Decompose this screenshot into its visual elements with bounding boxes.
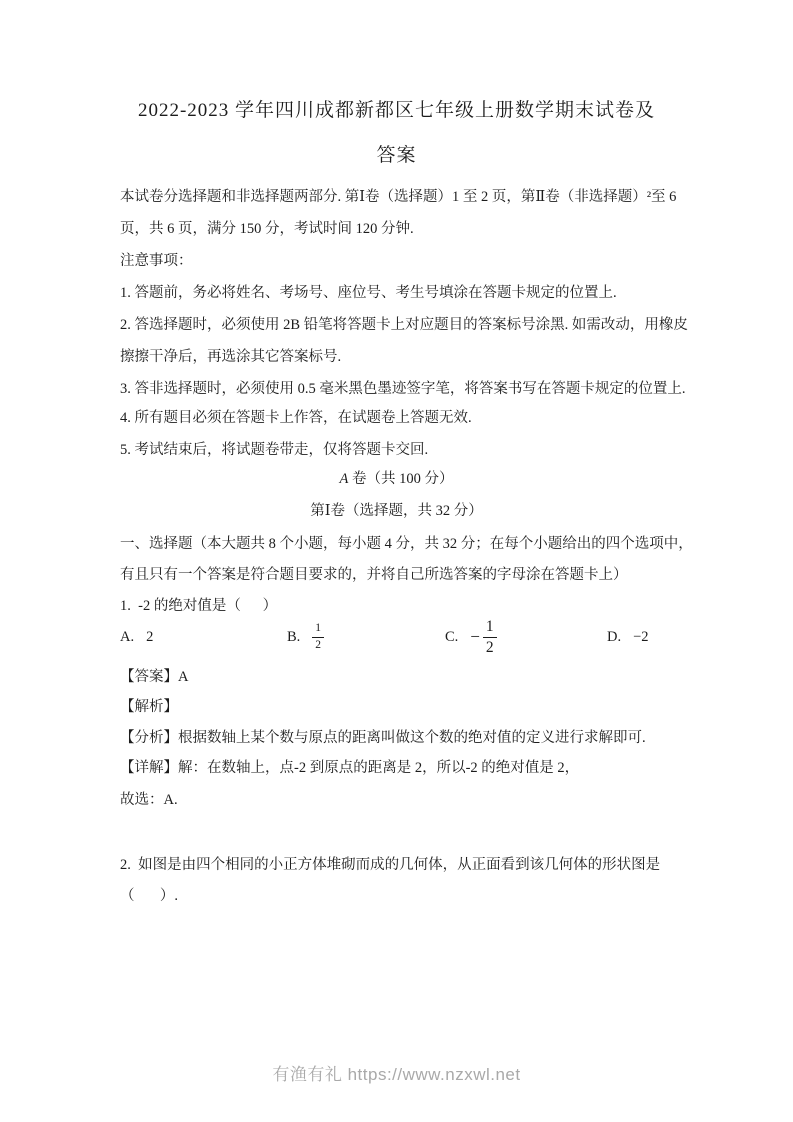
fraction-denominator: 2: [485, 638, 494, 656]
section-a-rest: 卷（共 100 分）: [348, 471, 454, 487]
notice-item-2-line-2: 擦擦干净后，再选涂其它答案标号.: [120, 349, 342, 365]
q1-option-c-fraction: [483, 618, 497, 657]
notice-heading: 注意事项：: [120, 253, 193, 269]
exam-intro-line-1: 本试卷分选择题和非选择题两部分. 第Ⅰ卷（选择题）1 至 2 页，第Ⅱ卷（非选择题）²至 6: [120, 189, 677, 205]
footer-watermark: 有渔有礼 https://www.nzxwl.net: [272, 1065, 521, 1084]
choice-section-intro-line-1: 一、选择题（本大题共 8 个小题，每小题 4 分，共 32 分；在每个小题给出的四个选项中，: [120, 536, 693, 552]
q1-option-b-fraction: [312, 622, 324, 651]
q2-stem-line-1: 2. 如图是由四个相同的小正方体堆砌而成的几何体，从正面看到该几何体的形状图是: [120, 857, 661, 873]
minus-sign: −: [470, 627, 480, 646]
part1-heading: 第Ⅰ卷（选择题，共 32 分）: [310, 503, 483, 519]
exam-intro-line-2: 页，共 6 页，满分 150 分，考试时间 120 分钟.: [120, 221, 414, 237]
notice-item-5: 5. 考试结束后，将试题卷带走，仅将答题卡交回.: [120, 442, 429, 458]
q1-option-c-label: C.: [445, 628, 459, 645]
q1-detail: 【详解】解：在数轴上，点-2 到原点的距离是 2，所以-2 的绝对值是 2，: [120, 760, 580, 776]
document-title-line-1: 2022-2023 学年四川成都新都区七年级上册数学期末试卷及: [137, 100, 656, 121]
section-a-heading: [0, 468, 793, 490]
q1-option-a-value: 2: [146, 628, 154, 645]
q1-option-d: [607, 610, 649, 664]
q1-answer: 【答案】A: [120, 669, 189, 685]
q2-stem-line-2: （ ）.: [120, 888, 178, 904]
document-title-line-2: 答案: [376, 145, 417, 166]
choice-section-intro-line-2: 有且只有一个答案是符合题目要求的，并将自己所选答案的字母涂在答题卡上）: [120, 567, 628, 583]
q1-option-b-label: B.: [287, 628, 301, 645]
q1-option-d-label: D.: [607, 628, 622, 645]
q1-option-c-value: [470, 618, 496, 657]
q1-stem: 1. -2 的绝对值是（ ）: [120, 598, 278, 614]
notice-item-1: 1. 答题前，务必将姓名、考场号、座位号、考生号填涂在答题卡规定的位置上.: [120, 285, 617, 301]
q1-option-c: [445, 610, 497, 664]
q1-analysis: 【分析】根据数轴上某个数与原点的距离叫做这个数的绝对值的定义进行求解即可.: [120, 730, 646, 746]
q1-option-a-label: A.: [120, 628, 135, 645]
notice-item-2-line-1: 2. 答选择题时，必须使用 2B 铅笔将答题卡上对应题目的答案标号涂黑. 如需改动，用橡皮: [120, 317, 688, 333]
q1-option-a: [120, 610, 153, 664]
notice-item-3: 3. 答非选择题时，必须使用 0.5 毫米黑色墨迹签字笔，将答案书写在答题卡规定的位置上.: [120, 381, 686, 397]
q1-options-row: [0, 610, 793, 664]
notice-item-4: 4. 所有题目必须在答题卡上作答，在试题卷上答题无效.: [120, 410, 472, 426]
q1-conclusion: 故选：A.: [120, 792, 178, 808]
fraction-numerator: 1: [312, 622, 324, 637]
fraction-denominator: 2: [315, 638, 322, 651]
fraction-numerator: 1: [483, 618, 497, 638]
q1-analysis-heading: 【解析】: [120, 699, 178, 715]
section-a-letter: A: [339, 471, 349, 487]
q1-option-d-value: −2: [633, 628, 649, 645]
q1-option-b: [287, 610, 324, 664]
